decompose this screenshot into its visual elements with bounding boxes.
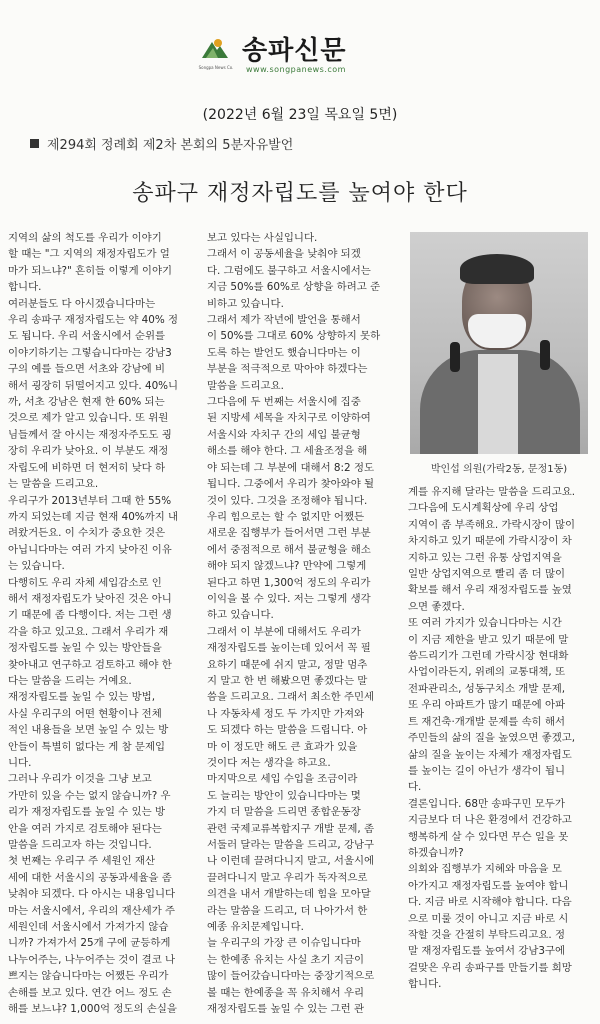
article-text-line: 첫 번째는 우리구 주 세원인 재산 — [8, 855, 155, 868]
photo-caption: 박인섭 의원(가락2동, 문정1동) — [430, 464, 568, 475]
article-text-line: 도록 하는 발언도 했습니다마는 이 — [207, 346, 361, 359]
article-text-line: 결론입니다. 68만 송파구민 모두가 — [408, 797, 565, 810]
article-text-line: 도 되겠다 하는 말씀을 드립니다. 아 — [207, 724, 368, 737]
article-text-line: 마지막으로 세입 수입을 조금이라 — [207, 773, 358, 786]
article-text-line: 볼 때는 한예종을 꼭 유치해서 우리 — [207, 986, 365, 999]
article-text-line: 으로 미룰 것이 아니고 지금 바로 시 — [408, 912, 569, 925]
article-text-line: 걸맞은 우리 송파구를 만들기를 희망 — [408, 961, 572, 974]
article-text-line: 까, 서초 강남은 현재 한 60% 되는 — [8, 396, 165, 409]
article-text-line: 하겠습니까? — [408, 846, 464, 859]
article-text-line: 비하고 있습니다. — [207, 297, 284, 310]
article-text-line: 가지 더 말씀을 드리면 종합운동장 — [207, 806, 361, 819]
article-text-line: 지역의 삶의 척도를 우리가 이야기 — [8, 232, 162, 244]
article-text-line: 예종 유치문제입니다. — [207, 921, 304, 934]
article-text-line: 니다. — [8, 757, 32, 769]
article-text-line: 된다고 하면 1,300억 정도의 우리가 — [207, 576, 371, 589]
article-text-line: 그래서 제가 작년에 발언을 통해서 — [207, 314, 361, 327]
article-text-line: 트 재건축·개개발 문제를 속히 해서 — [408, 715, 566, 728]
article-text-line: 낮춰야 되겠다. 다 아시는 내용입니다 — [8, 888, 176, 901]
article-text-line: 마는 서울시에서, 우리의 재산세가 주 — [8, 904, 176, 917]
article-text-line: 해야 되지 않겠느냐? 만약에 그렇게 — [207, 560, 367, 573]
article-text-line: 이야기하기는 그렇습니다마는 강남3 — [8, 346, 172, 359]
article-text-line: 다행히도 우리 자체 세입감소로 인 — [8, 576, 162, 589]
article-text-line: 마가 되느냐?" 흔히들 이렇게 이야기 — [8, 264, 173, 277]
article-text-line: 는 말씀을 드리고요. — [8, 478, 99, 491]
article-text-line: 지금 50%를 60%로 상향을 하려고 준 — [207, 281, 381, 294]
article-text-line: 나누어주는, 나누어주는 것이 결코 나 — [8, 953, 176, 966]
article-text-line: 늘 우리구의 가장 큰 이슈입니다마 — [207, 937, 361, 950]
article-text-line: 씀드리기가 그런데 가락시장 현대화 — [408, 650, 569, 663]
article-text-line: 부분을 적극적으로 막아야 하겠다는 — [207, 363, 368, 376]
article-text-line: 도 됩니다. 우리 서울시에서 순위를 — [8, 330, 166, 343]
article-text-line: 안을 여러 가지로 검토해야 된다는 — [8, 822, 162, 835]
article-text-line: 다. 지금 바로 시작해야 합니다. 다음 — [408, 896, 572, 909]
councilor-photo — [410, 232, 588, 454]
article-text-line: 해서 굉장히 뒤떨어지고 있다. 40%니 — [8, 379, 179, 392]
article-text-line: 님들께서 잘 아시는 재정자주도도 굉 — [8, 428, 172, 441]
article-text-line: 일반 상업지역으로 빨리 좀 더 많이 — [408, 568, 566, 581]
article-text-line: 그래서 이 부분에 대해서도 우리가 — [207, 625, 361, 638]
headline: 송파구 재정자립도를 높여야 한다 — [132, 181, 468, 206]
paper-url: www.songpanews.com — [246, 65, 346, 74]
article-text-line: 야 되는데 그 부분에 대해서 8:2 정도 — [207, 461, 375, 474]
article-text-line: 여러분들도 다 아시겠습니다마는 — [8, 297, 156, 310]
article-text-line: 려왔거든요. 이 수치가 중요한 것은 — [8, 527, 166, 540]
article-column-2 — [207, 230, 392, 1018]
photo-hair-shape — [460, 254, 534, 284]
article-text-line: 것으로 제가 알고 있습니다. 또 위원 — [8, 412, 169, 425]
article-text-line: 는 한예종 유치는 사실 초기 지금이 — [207, 953, 365, 966]
article-text-line: 자립도에 비하면 더 현저히 낮다 하 — [8, 461, 166, 474]
square-bullet-icon — [30, 139, 39, 148]
article-text-line: 우리 송파구 재정자립도는 약 40% 정 — [8, 314, 179, 327]
article-text-line: 그다음에 도시계획상에 우리 상업 — [408, 502, 559, 515]
article-column-3 — [408, 484, 594, 993]
subhead — [30, 134, 293, 153]
article-text-line: 말 재정자립도를 높여서 강남3구에 — [408, 945, 566, 958]
article-text-line: 사실 우리구의 어떤 현황이나 전체 — [8, 707, 162, 720]
article-text-line: 끌려다니지 말고 우리가 독자적으로 — [207, 871, 368, 884]
dateline: (2022년 6월 23일 목요일 5면) — [202, 107, 398, 123]
article-text-line: 주민들의 삶의 질을 높였으면 좋겠고, — [408, 732, 576, 745]
article-text-line: 세에 대한 서울시의 공동과세율을 좀 — [8, 871, 172, 884]
article-text-line: 것이다 저는 생각을 하고요. — [207, 757, 331, 769]
article-text-line: 해서 재정자립도가 낮아진 것은 아니 — [8, 592, 172, 605]
article-text-line: 그다음에 두 번째는 서울시에 집중 — [207, 396, 361, 409]
article-text-line: 보고 있다는 사실입니다. — [207, 232, 318, 244]
article-text-line: 많이 들어갔습니다마는 중장기적으로 — [207, 970, 375, 983]
article-text-line: 행복하게 살 수 있다면 무슨 일을 못 — [408, 830, 569, 843]
article-text-line: 할 때는 "그 지역의 재정자립도가 얼 — [8, 248, 170, 261]
article-text-line: 또 여러 가지가 있습니다마는 시간 — [408, 617, 562, 630]
article-text-line: 지역이 좀 부족해요. 가락시장이 많이 — [408, 518, 576, 531]
article-text-line: 그러나 우리가 이것을 그냥 보고 — [8, 773, 152, 786]
article-text-line: 이 지금 제한을 받고 있기 때문에 말 — [408, 633, 569, 646]
article-text-line: 나 이런데 끌려다니지 말고, 서울시에 — [207, 855, 375, 868]
article-text-line: 장히 우리가 낮아요. 이 부분도 재정 — [8, 445, 169, 458]
article-column-1 — [8, 230, 193, 1018]
article-text-line: 씀을 드리고요. 그래서 최소한 주민세 — [207, 691, 375, 704]
masthead — [0, 30, 600, 80]
article-text-line: 도 늘리는 방안이 있습니다마는 몇 — [207, 789, 361, 802]
microphone-icon — [540, 340, 550, 370]
article-text-line: 된 지방세 세목을 자치구로 이양하여 — [207, 412, 371, 425]
article-text-line: 다는 말씀을 드리는 거예요. — [8, 674, 132, 687]
subhead-text: 제294회 정례회 제2차 본회의 5분자유발언 — [47, 138, 294, 153]
article-text-line: 해소를 해야 한다. 그 세율조정을 해 — [207, 445, 368, 458]
article-text-line: 말씀을 드리고요. — [207, 379, 284, 392]
article-text-line: 의회와 집행부가 지혜와 마음을 모 — [408, 863, 562, 876]
article-text-line: 니까? 가져가서 25개 구에 균등하게 — [8, 937, 171, 950]
article-text-line: 으면 좋겠다. — [408, 600, 465, 613]
article-text-line: 서울시와 자치구 간의 세입 불균형 — [207, 428, 361, 441]
photo-shirt-shape — [478, 354, 518, 454]
microphone-icon — [450, 342, 460, 372]
article-text-line: 를 높이는 길이 아닌가 생각이 됩니 — [408, 764, 566, 777]
article-text-line: 전파관리소, 성동구치소 개발 문제, — [408, 682, 566, 695]
article-text-line: 그래서 이 공동세율을 낮춰야 되겠 — [207, 248, 361, 261]
article-text-line: 지 말고 한 번 해봤으면 좋겠다는 말 — [207, 674, 368, 687]
article-text-line: 합니다. — [408, 978, 442, 991]
article-text-line: 세원인데 서울시에서 가져가지 않습 — [8, 921, 169, 934]
article-text-line: 기 때문에 좀 다행이다. 저는 그런 생 — [8, 609, 172, 622]
article-text-line: 됩니다. 그중에서 우리가 찾아와야 될 — [207, 478, 375, 491]
article-text-line: 삶의 질을 높이는 자체가 재정자립도 — [408, 748, 572, 761]
photo-mask-shape — [468, 314, 526, 348]
article-text-line: 는 있습니다. — [8, 560, 65, 573]
article-text-line: 확보를 해서 우리 재정자립도를 높였 — [408, 584, 572, 597]
article-text-line: 가만히 있을 수는 없지 않습니까? 우 — [8, 789, 171, 802]
article-text-line: 이 50%를 그대로 60% 상향하지 못하 — [207, 330, 381, 343]
article-text-line: 다. 그럼에도 불구하고 서울시에서는 — [207, 264, 371, 277]
article-text-line: 계를 유지해 달라는 말씀을 드리고요. — [408, 486, 576, 498]
article-text-line: 해를 보느냐? 1,000억 정도의 손실을 — [8, 1003, 177, 1016]
article-text-line: 아닙니다마는 여러 가지 낮아진 이유 — [8, 543, 172, 556]
article-text-line: 재정자립도를 높일 수 있는 그런 관 — [207, 1003, 365, 1016]
article-text-line: 에서 중점적으로 해서 불균형을 해소 — [207, 543, 371, 556]
article-text-line: 이익을 볼 수 있다. 저는 그렇게 생각 — [207, 592, 371, 605]
article-text-line: 차지하고 있기 때문에 가락시장이 차 — [408, 535, 572, 548]
article-text-line: 요하기 때문에 쉬지 말고, 정말 멈추 — [207, 658, 368, 671]
article-text-line: 우리 힘으로는 할 수 없지만 어쨌든 — [207, 510, 365, 523]
article-text-line: 구의 예를 들으면 서초와 강남에 비 — [8, 363, 166, 376]
article-text-line: 말씀을 드리고자 하는 것입니다. — [8, 839, 152, 852]
article-text-line: 새로운 집행부가 들어서면 그런 부분 — [207, 527, 371, 540]
article-text-line: 다. — [408, 781, 422, 794]
article-text-line: 쁘지는 않습니다마는 어쨌든 우리가 — [8, 970, 169, 983]
article-text-line: 또 우리 아파트가 많기 때문에 아파 — [408, 699, 566, 712]
article-text-line: 의견을 내서 개발하는데 힘을 모아달 — [207, 888, 371, 901]
article-text-line: 사업이라든지, 위례의 교통대책, 또 — [408, 666, 566, 679]
songpa-news-logo-icon — [200, 36, 230, 62]
article-text-line: 재정자립도를 높이는데 있어서 꼭 필 — [207, 642, 371, 655]
article-text-line: 까지 되었는데 지금 현재 40%까지 내 — [8, 510, 179, 523]
article-text-line: 것이 있다. 그것을 조정해야 됩니다. — [207, 494, 368, 507]
paper-name: 송파신문 — [242, 36, 347, 66]
article-text-line: 서둘러 달라는 말씀을 드리고, 강남구 — [207, 839, 375, 852]
article-text-line: 지금보다 더 나은 환경에서 건강하고 — [408, 814, 572, 827]
article-text-line: 라는 말씀을 드리고, 더 나아가서 한 — [207, 904, 368, 917]
article-text-line: 손해를 보고 있다. 연간 어느 정도 손 — [8, 986, 172, 999]
article-text-line: 안들이 특별히 없다는 게 참 문제입 — [8, 740, 166, 753]
article-text-line: 찾아내고 연구하고 검토하고 해야 한 — [8, 658, 172, 671]
article-text-line: 정자립도를 높일 수 있는 방안들을 — [8, 642, 162, 655]
article-text-line: 마 이 정도만 해도 큰 효과가 있을 — [207, 740, 358, 753]
article-text-line: 아가지고 재정자립도를 높여야 합니 — [408, 879, 569, 892]
article-text-line: 관련 국제교류복합지구 개발 문제, 좀 — [207, 822, 375, 835]
article-text-line: 각을 하고 있고요. 그래서 우리가 재 — [8, 625, 169, 638]
article-text-line: 작할 것을 간절히 부탁드리고요. 정 — [408, 928, 566, 941]
article-text-line: 나 자동차세 정도 두 가지만 가져와 — [207, 707, 365, 720]
article-text-line: 재정자립도를 높일 수 있는 방법, — [8, 691, 155, 704]
logo-caption: Songpa News Co. — [198, 65, 234, 70]
article-text-line: 적인 내용들을 보면 높일 수 있는 방 — [8, 724, 169, 737]
article-text-line: 리가 재정자립도를 높일 수 있는 방 — [8, 806, 166, 819]
article-text-line: 지하고 있는 그런 유통 상업지역을 — [408, 551, 562, 564]
article-text-line: 하고 있습니다. — [207, 609, 274, 622]
article-text-line: 우리구가 2013년부터 그때 한 55% — [8, 494, 172, 507]
article-text-line: 합니다. — [8, 281, 42, 294]
